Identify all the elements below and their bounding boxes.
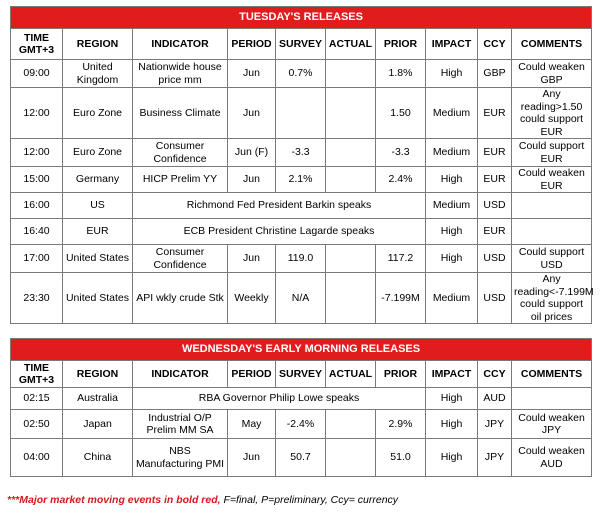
- cell-impact: High: [426, 167, 478, 193]
- table-row: [11, 167, 592, 193]
- cell-ccy: JPY: [478, 439, 512, 477]
- cell-impact: High: [426, 439, 478, 477]
- cell-survey: 0.7%: [276, 60, 326, 88]
- cell-time: 16:40: [11, 219, 63, 245]
- cell-period: Jun: [228, 245, 276, 273]
- cell-comments: Could support EUR: [512, 139, 592, 167]
- cell-comments: Could weaken EUR: [512, 167, 592, 193]
- header-impact: IMPACT: [426, 361, 478, 388]
- cell-region: Euro Zone: [63, 88, 133, 139]
- cell-period: Jun: [228, 88, 276, 139]
- cell-time: 09:00: [11, 60, 63, 88]
- cell-ccy: EUR: [478, 88, 512, 139]
- cell-impact: High: [426, 410, 478, 439]
- economic-calendar: [10, 6, 594, 477]
- wednesday-banner: WEDNESDAY'S EARLY MORNING RELEASES: [11, 339, 592, 361]
- header-time: TIME GMT+3: [11, 29, 63, 60]
- cell-impact: Medium: [426, 193, 478, 219]
- wednesday-releases-table: [10, 338, 592, 477]
- cell-ccy: USD: [478, 245, 512, 273]
- cell-region: Germany: [63, 167, 133, 193]
- cell-impact: Medium: [426, 273, 478, 324]
- cell-survey: 2.1%: [276, 167, 326, 193]
- cell-prior: 1.8%: [376, 60, 426, 88]
- cell-prior: -7.199M: [376, 273, 426, 324]
- header-region: REGION: [63, 361, 133, 388]
- cell-actual: [326, 60, 376, 88]
- cell-event: ECB President Christine Lagarde speaks: [133, 219, 426, 245]
- cell-prior: 117.2: [376, 245, 426, 273]
- header-indicator: INDICATOR: [133, 361, 228, 388]
- cell-time: 23:30: [11, 273, 63, 324]
- cell-period: Jun: [228, 167, 276, 193]
- header-period: PERIOD: [228, 29, 276, 60]
- header-impact: IMPACT: [426, 29, 478, 60]
- header-comments: COMMENTS: [512, 361, 592, 388]
- cell-comments: [512, 388, 592, 410]
- cell-time: 02:15: [11, 388, 63, 410]
- cell-region: US: [63, 193, 133, 219]
- header-survey: SURVEY: [276, 29, 326, 60]
- table-row: [11, 388, 592, 410]
- cell-period: May: [228, 410, 276, 439]
- cell-survey: -3.3: [276, 139, 326, 167]
- tuesday-releases-table: [10, 6, 592, 324]
- cell-survey: N/A: [276, 273, 326, 324]
- header-actual: ACTUAL: [326, 361, 376, 388]
- cell-ccy: GBP: [478, 60, 512, 88]
- cell-indicator: Industrial O/P Prelim MM SA: [133, 410, 228, 439]
- cell-event: RBA Governor Philip Lowe speaks: [133, 388, 426, 410]
- cell-indicator: Consumer Confidence: [133, 139, 228, 167]
- cell-impact: Medium: [426, 139, 478, 167]
- cell-time: 17:00: [11, 245, 63, 273]
- cell-prior: 1.50: [376, 88, 426, 139]
- header-prior: PRIOR: [376, 361, 426, 388]
- cell-indicator: API wkly crude Stk: [133, 273, 228, 324]
- table-row: [11, 60, 592, 88]
- header-prior: PRIOR: [376, 29, 426, 60]
- cell-impact: High: [426, 219, 478, 245]
- header-survey: SURVEY: [276, 361, 326, 388]
- table-row: [11, 410, 592, 439]
- cell-actual: [326, 439, 376, 477]
- footnote: [7, 494, 398, 506]
- cell-comments: Could weaken GBP: [512, 60, 592, 88]
- cell-actual: [326, 88, 376, 139]
- header-region: REGION: [63, 29, 133, 60]
- cell-region: Japan: [63, 410, 133, 439]
- cell-time: 12:00: [11, 88, 63, 139]
- cell-impact: High: [426, 60, 478, 88]
- cell-time: 15:00: [11, 167, 63, 193]
- cell-survey: [276, 88, 326, 139]
- table-row: [11, 273, 592, 324]
- cell-comments: Could weaken JPY: [512, 410, 592, 439]
- cell-ccy: JPY: [478, 410, 512, 439]
- cell-actual: [326, 139, 376, 167]
- cell-actual: [326, 410, 376, 439]
- header-ccy: CCY: [478, 29, 512, 60]
- cell-actual: [326, 167, 376, 193]
- table-row: [11, 139, 592, 167]
- cell-region: EUR: [63, 219, 133, 245]
- header-ccy: CCY: [478, 361, 512, 388]
- cell-survey: 50.7: [276, 439, 326, 477]
- tuesday-banner: TUESDAY'S RELEASES: [11, 7, 592, 29]
- cell-time: 12:00: [11, 139, 63, 167]
- cell-indicator: Consumer Confidence: [133, 245, 228, 273]
- table-row: [11, 219, 592, 245]
- cell-comments: Could weaken AUD: [512, 439, 592, 477]
- cell-region: United States: [63, 273, 133, 324]
- cell-indicator: HICP Prelim YY: [133, 167, 228, 193]
- cell-prior: 51.0: [376, 439, 426, 477]
- cell-ccy: USD: [478, 273, 512, 324]
- header-actual: ACTUAL: [326, 29, 376, 60]
- footnote-emphasis: ***Major market moving events in bold red,: [7, 494, 221, 506]
- cell-impact: High: [426, 388, 478, 410]
- cell-comments: Could support USD: [512, 245, 592, 273]
- cell-region: United States: [63, 245, 133, 273]
- table-row: [11, 193, 592, 219]
- cell-indicator: Business Climate: [133, 88, 228, 139]
- cell-prior: -3.3: [376, 139, 426, 167]
- cell-period: Weekly: [228, 273, 276, 324]
- cell-period: Jun: [228, 60, 276, 88]
- table-row: [11, 439, 592, 477]
- cell-ccy: EUR: [478, 139, 512, 167]
- table-gap: [10, 324, 591, 338]
- cell-comments: Any reading<-7.199M could support oil prices: [512, 273, 592, 324]
- cell-actual: [326, 273, 376, 324]
- cell-actual: [326, 245, 376, 273]
- cell-ccy: EUR: [478, 219, 512, 245]
- cell-period: Jun (F): [228, 139, 276, 167]
- cell-indicator: Nationwide house price mm: [133, 60, 228, 88]
- header-period: PERIOD: [228, 361, 276, 388]
- footnote-legend: F=final, P=preliminary, Ccy= currency: [220, 494, 399, 506]
- cell-time: 04:00: [11, 439, 63, 477]
- cell-region: Euro Zone: [63, 139, 133, 167]
- header-indicator: INDICATOR: [133, 29, 228, 60]
- cell-ccy: AUD: [478, 388, 512, 410]
- cell-region: China: [63, 439, 133, 477]
- cell-survey: 119.0: [276, 245, 326, 273]
- cell-prior: 2.9%: [376, 410, 426, 439]
- header-time: TIME GMT+3: [11, 361, 63, 388]
- cell-comments: [512, 193, 592, 219]
- cell-comments: [512, 219, 592, 245]
- cell-region: Australia: [63, 388, 133, 410]
- cell-ccy: EUR: [478, 167, 512, 193]
- cell-survey: -2.4%: [276, 410, 326, 439]
- cell-time: 02:50: [11, 410, 63, 439]
- cell-comments: Any reading>1.50 could support EUR: [512, 88, 592, 139]
- cell-time: 16:00: [11, 193, 63, 219]
- cell-period: Jun: [228, 439, 276, 477]
- cell-ccy: USD: [478, 193, 512, 219]
- cell-event: Richmond Fed President Barkin speaks: [133, 193, 426, 219]
- cell-prior: 2.4%: [376, 167, 426, 193]
- cell-impact: Medium: [426, 88, 478, 139]
- table-row: [11, 245, 592, 273]
- cell-impact: High: [426, 245, 478, 273]
- header-comments: COMMENTS: [512, 29, 592, 60]
- table-row: [11, 88, 592, 139]
- cell-indicator: NBS Manufacturing PMI: [133, 439, 228, 477]
- cell-region: United Kingdom: [63, 60, 133, 88]
